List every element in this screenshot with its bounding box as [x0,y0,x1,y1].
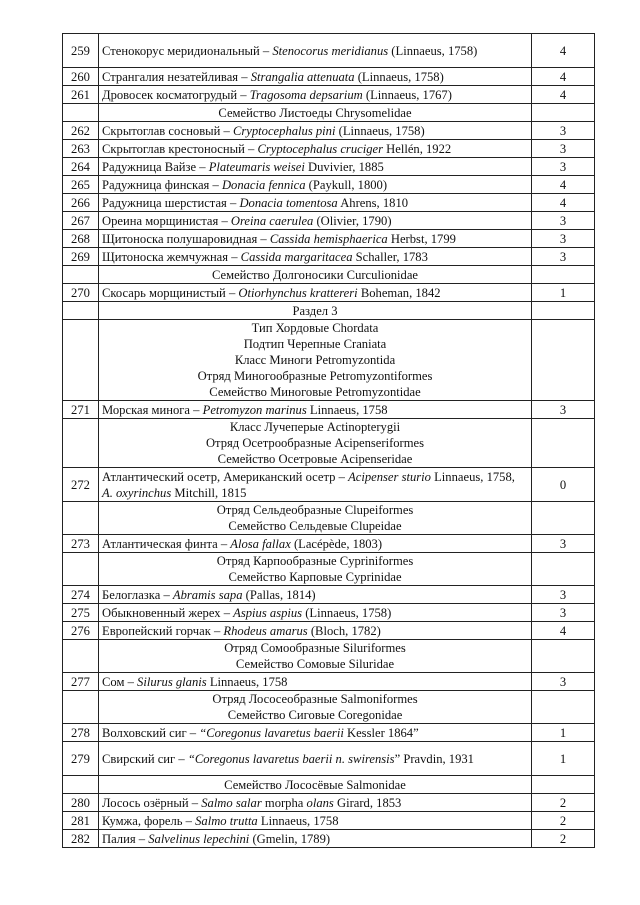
latin-name: Rhodeus amarus [223,623,308,638]
russian-name: Волховский сиг [102,725,187,740]
species-name-cell: Волховский сиг – “Coregonus lavaretus baerii Kessler 1864” [99,724,532,742]
taxon-heading-line: Отряд Миногообразные Petromyzontiformes [197,369,433,383]
taxon-heading [99,553,532,586]
taxon-heading-line: Семейство Сомовые Siluridae [235,657,395,671]
status-category: 3 [532,401,595,419]
taxon-heading-line: Семейство Миноговые Petromyzontidae [209,385,421,399]
species-authority: Boheman, 1842 [357,285,441,300]
taxon-heading-row [63,553,595,586]
russian-name: Кумжа, форель [102,813,183,828]
species-name-cell: Лосось озёрный – Salmo salar morpha olans Girard, 1853 [99,794,532,812]
species-name-cell: Щитоноска полушаровидная – Cassida hemisphaerica Herbst, 1799 [99,230,532,248]
species-name-cell: Странгалия незатейливая – Strangalia attenuata (Linnaeus, 1758) [99,68,532,86]
status-category: 1 [532,742,595,776]
taxon-heading [99,640,532,673]
status-category: 4 [532,68,595,86]
taxon-heading [99,302,532,320]
species-number: 269 [63,248,99,266]
species-number: 261 [63,86,99,104]
heading-empty-cell [63,302,99,320]
russian-name: Радужница шерстистая [102,195,227,210]
russian-name: Странгалия незатейливая [102,69,239,84]
species-name-cell: Кумжа, форель – Salmo trutta Linnaeus, 1758 [99,812,532,830]
species-authority: (Gmelin, 1789) [249,831,331,846]
taxon-heading-row [63,502,595,535]
species-number: 281 [63,812,99,830]
species-row [63,212,595,230]
species-number: 266 [63,194,99,212]
status-category: 4 [532,194,595,212]
latin-name: Salmo trutta [195,813,258,828]
heading-empty-cell [532,419,595,468]
species-table-body [63,34,595,848]
species-number: 278 [63,724,99,742]
species-row [63,248,595,266]
species-number: 271 [63,401,99,419]
heading-empty-cell [532,266,595,284]
latin-name: Otiorhynchus krattereri [238,285,358,300]
russian-name: Сом [102,674,125,689]
latin-name: Salmo salar [201,795,262,810]
taxon-heading-line: Отряд Лососеобразные Salmoniformes [212,692,418,706]
species-row [63,830,595,848]
status-category: 3 [532,535,595,553]
taxon-heading-line: Отряд Карпообразные Cypriniformes [216,554,414,568]
status-category: 2 [532,794,595,812]
heading-empty-cell [63,320,99,401]
taxon-heading-line: Семейство Лососёвые Salmonidae [224,777,406,792]
status-category: 3 [532,158,595,176]
species-authority: (Linnaeus, 1758) [302,605,392,620]
russian-name: Палия [102,831,136,846]
taxon-heading-row [63,104,595,122]
status-category: 4 [532,86,595,104]
heading-empty-cell [63,691,99,724]
heading-empty-cell [532,302,595,320]
species-row [63,622,595,640]
species-row [63,401,595,419]
species-name-cell: Европейский горчак – Rhodeus amarus (Bloch, 1782) [99,622,532,640]
taxon-heading-row [63,302,595,320]
heading-empty-cell [532,776,595,794]
species-authority: Linnaeus, 1758 [257,813,339,828]
latin-name: Acipenser sturio [348,469,431,484]
status-category: 2 [532,812,595,830]
species-name-cell: Стенокорус меридиональный – Stenocorus meridianus (Linnaeus, 1758) [99,34,532,68]
taxon-heading-row [63,419,595,468]
heading-empty-cell [63,419,99,468]
status-category: 3 [532,586,595,604]
russian-name: Белоглазка [102,587,161,602]
species-name-cell: Белоглазка – Abramis sapa (Pallas, 1814) [99,586,532,604]
species-authority: Schaller, 1783 [352,249,428,264]
species-number: 272 [63,468,99,502]
taxon-heading-row [63,266,595,284]
species-row [63,122,595,140]
species-table [62,33,595,848]
species-number: 259 [63,34,99,68]
status-category: 1 [532,284,595,302]
species-row [63,34,595,68]
species-number: 262 [63,122,99,140]
status-category: 3 [532,140,595,158]
heading-empty-cell [532,553,595,586]
species-authority: Linnaeus, 1758 [206,674,288,689]
taxon-heading [99,776,532,794]
species-authority: ” Pravdin, 1931 [394,751,474,766]
species-name-cell: Радужница финская – Donacia fennica (Paykull, 1800) [99,176,532,194]
heading-empty-cell [63,104,99,122]
russian-name: Европейский горчак [102,623,211,638]
species-name-cell: Обыкновенный жерех – Aspius aspius (Linnaeus, 1758) [99,604,532,622]
latin-name: Plateumaris weisei [208,159,305,174]
species-name-cell: Морская минога – Petromyzon marinus Linnaeus, 1758 [99,401,532,419]
latin-name: Silurus glanis [137,674,207,689]
species-authority: Hellén, 1922 [383,141,452,156]
latin-name: Abramis sapa [172,587,243,602]
taxon-heading-row [63,691,595,724]
heading-empty-cell [532,104,595,122]
status-category: 4 [532,622,595,640]
species-row [63,194,595,212]
species-authority: Herbst, 1799 [387,231,456,246]
species-row [63,140,595,158]
russian-name: Обыкновенный жерех [102,605,221,620]
russian-name: Скрытоглав крестоносный [102,141,245,156]
species-name-cell: Скрытоглав крестоносный – Cryptocephalus cruciger Hellén, 1922 [99,140,532,158]
heading-empty-cell [63,266,99,284]
species-authority: Duvivier, 1885 [304,159,384,174]
species-name-cell: Скрытоглав сосновый – Cryptocephalus pini (Linnaeus, 1758) [99,122,532,140]
species-authority: (Linnaeus, 1758) [335,123,425,138]
species-number: 280 [63,794,99,812]
heading-empty-cell [532,640,595,673]
species-name-cell: Свирский сиг – “Coregonus lavaretus baerii n. swirensis” Pravdin, 1931 [99,742,532,776]
species-number: 268 [63,230,99,248]
species-number: 279 [63,742,99,776]
taxon-heading-line: Отряд Сомообразные Siluriformes [224,641,406,655]
russian-name: Скосарь морщинистый [102,285,226,300]
species-authority: (Olivier, 1790) [313,213,392,228]
heading-empty-cell [63,776,99,794]
species-row [63,742,595,776]
species-authority: Kessler 1864” [343,725,419,740]
latin-name: Donacia fennica [221,177,306,192]
species-authority: (Linnaeus, 1758) [388,43,478,58]
heading-empty-cell [532,502,595,535]
species-name-cell: Сом – Silurus glanis Linnaeus, 1758 [99,673,532,691]
russian-name: Скрытоглав сосновый [102,123,221,138]
species-authority: (Lacépède, 1803) [290,536,383,551]
russian-name: Атлантический осетр, Американский осетр [102,469,336,484]
species-row [63,68,595,86]
latin-name: Tragosoma depsarium [249,87,363,102]
taxon-heading-row [63,776,595,794]
species-row [63,724,595,742]
heading-empty-cell [532,320,595,401]
species-name-cell: Палия – Salvelinus lepechini (Gmelin, 1789) [99,830,532,848]
russian-name: Дровосек косматогрудый [102,87,238,102]
russian-name: Свирский сиг [102,751,176,766]
taxon-heading-line: Отряд Сельдеобразные Clupeiformes [216,503,414,517]
species-number: 275 [63,604,99,622]
species-row [63,86,595,104]
status-category: 3 [532,230,595,248]
species-row [63,158,595,176]
russian-name: Морская минога [102,402,191,417]
taxon-heading [99,502,532,535]
species-authority-alt: Girard, 1853 [333,795,402,810]
species-name-cell: Атлантическая финта – Alosa fallax (Lacépède, 1803) [99,535,532,553]
heading-empty-cell [532,691,595,724]
species-number: 274 [63,586,99,604]
species-authority: (Linnaeus, 1758) [354,69,444,84]
status-category: 2 [532,830,595,848]
taxon-heading-row [63,320,595,401]
species-authority: Ahrens, 1810 [337,195,409,210]
species-authority: (Linnaeus, 1767) [362,87,452,102]
taxon-heading-line: Тип Хордовые Chordata [251,321,379,335]
species-name-cell: Радужница шерстистая – Donacia tomentosa Ahrens, 1810 [99,194,532,212]
heading-empty-cell [63,553,99,586]
latin-name: Salvelinus lepechini [148,831,250,846]
taxon-heading-row [63,640,595,673]
species-number: 260 [63,68,99,86]
species-row [63,794,595,812]
taxon-heading-line: Семейство Осетровые Acipenseridae [217,452,413,466]
russian-name: Лосось озёрный [102,795,189,810]
latin-name: Donacia tomentosa [239,195,338,210]
species-name-cell: Радужница Вайзе – Plateumaris weisei Duvivier, 1885 [99,158,532,176]
latin-name: Cryptocephalus pini [232,123,336,138]
species-name-cell: Скосарь морщинистый – Otiorhynchus krattereri Boheman, 1842 [99,284,532,302]
status-category: 4 [532,34,595,68]
heading-empty-cell [63,640,99,673]
taxon-heading [99,320,532,401]
taxon-heading-line: Класс Лучеперые Actinopterygii [229,420,401,434]
species-name-cell: Щитоноска жемчужная – Cassida margaritacea Schaller, 1783 [99,248,532,266]
species-number: 273 [63,535,99,553]
species-authority: (Pallas, 1814) [242,587,316,602]
species-number: 265 [63,176,99,194]
latin-name: Strangalia attenuata [250,69,355,84]
species-row [63,673,595,691]
heading-empty-cell [63,502,99,535]
russian-name: Ореина морщинистая [102,213,219,228]
taxon-heading-line: Класс Миноги Petromyzontida [234,353,396,367]
status-category: 3 [532,248,595,266]
russian-name: Стенокорус меридиональный [102,43,260,58]
latin-name: Cassida hemisphaerica [269,231,388,246]
red-book-species-list [62,33,594,848]
species-number: 270 [63,284,99,302]
species-row [63,230,595,248]
taxon-heading [99,266,532,284]
species-name-cell: Дровосек косматогрудый – Tragosoma depsarium (Linnaeus, 1767) [99,86,532,104]
species-number: 264 [63,158,99,176]
species-row [63,604,595,622]
species-row [63,284,595,302]
status-category: 1 [532,724,595,742]
taxon-heading-line: Семейство Сельдевые Clupeidae [228,519,402,533]
taxon-heading-line: Семейство Сиговые Coregonidae [227,708,403,722]
species-row [63,535,595,553]
status-category: 0 [532,468,595,502]
russian-name: Атлантическая финта [102,536,218,551]
taxon-heading-line: Отряд Осетрообразные Acipenseriformes [205,436,425,450]
species-authority: (Paykull, 1800) [305,177,388,192]
taxon-heading-line: Семейство Долгоносики Curculionidae [211,267,419,282]
russian-name: Щитоноска полушаровидная [102,231,258,246]
taxon-heading [99,419,532,468]
species-authority: morpha [261,795,307,810]
russian-name: Радужница Вайзе [102,159,197,174]
latin-name: Petromyzon marinus [202,402,307,417]
species-authority: (Bloch, 1782) [307,623,381,638]
species-number: 267 [63,212,99,230]
status-category: 4 [532,176,595,194]
status-category: 3 [532,604,595,622]
latin-name: Cryptocephalus cruciger [257,141,383,156]
latin-name: Stenocorus meridianus [272,43,389,58]
taxon-heading-line: Семейство Листоеды Chrysomelidae [218,105,412,120]
species-authority: Linnaeus, 1758 [306,402,388,417]
species-row [63,812,595,830]
species-number: 282 [63,830,99,848]
species-row [63,586,595,604]
species-row [63,176,595,194]
taxon-heading-line: Подтип Черепные Craniata [243,337,387,351]
status-category: 3 [532,122,595,140]
taxon-heading-line: Раздел 3 [292,303,338,318]
latin-name: Oreina caerulea [230,213,314,228]
latin-name: “Coregonus lavaretus baerii [199,725,344,740]
latin-name: Cassida margaritacea [240,249,353,264]
latin-name: Aspius aspius [233,605,303,620]
latin-name: Alosa fallax [230,536,291,551]
latin-name: “Coregonus lavaretus baerii n. swirensis [187,751,395,766]
status-category: 3 [532,212,595,230]
species-authority-alt: Mitchill, 1815 [171,485,247,500]
taxon-heading [99,104,532,122]
russian-name: Радужница финская [102,177,210,192]
species-authority: Linnaeus, 1758, [430,469,515,484]
taxon-heading-line: Семейство Карповые Cyprinidae [228,570,402,584]
taxon-heading [99,691,532,724]
species-number: 277 [63,673,99,691]
species-name-cell: Атлантический осетр, Американский осетр – Acipenser sturio Linnaeus, 1758, A. oxyrinchus Mitchill, 1815 [99,468,532,502]
species-number: 276 [63,622,99,640]
species-number: 263 [63,140,99,158]
species-name-cell: Ореина морщинистая – Oreina caerulea (Olivier, 1790) [99,212,532,230]
status-category: 3 [532,673,595,691]
latin-name-alt: A. oxyrinchus [102,485,172,500]
russian-name: Щитоноска жемчужная [102,249,229,264]
latin-name-alt: olans [306,795,334,810]
species-row [63,468,595,502]
